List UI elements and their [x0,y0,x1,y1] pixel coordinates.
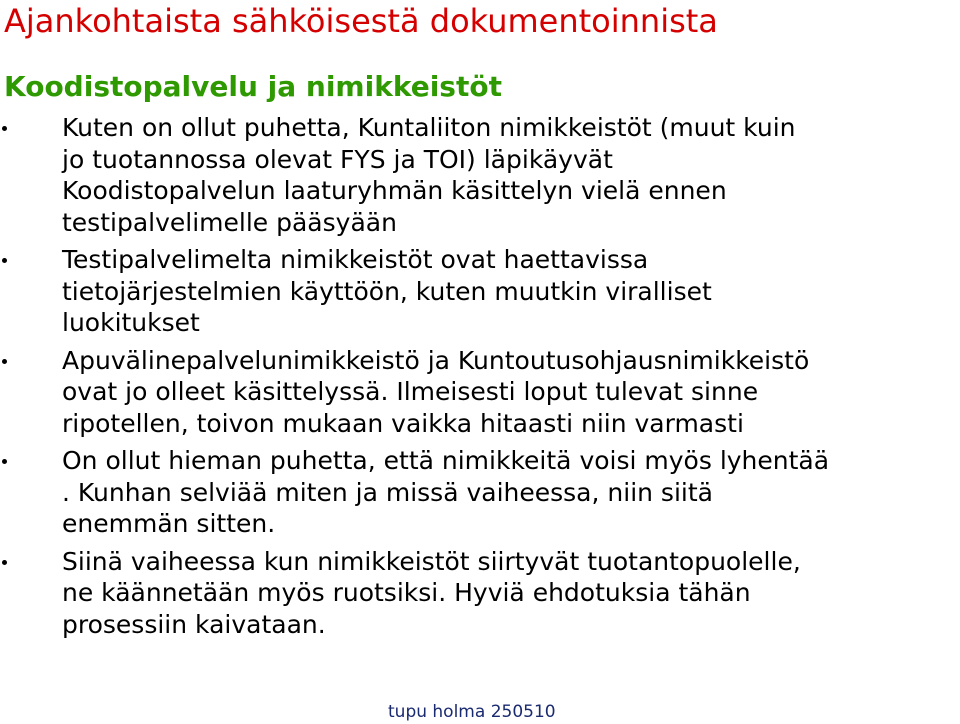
slide-footer: tupu holma 250510 [388,702,556,722]
bullet-text-line: Testipalvelimelta nimikkeistöt ovat haettavissa [62,245,649,274]
bullet-text-line: . Kunhan selviää miten ja missä vaiheessa, niin siitä [62,477,713,507]
bullet-text-line: On ollut hieman puhetta, että nimikkeitä voisi myös lyhentää [62,446,830,475]
bullet-text-line: tietojärjestelmien käyttöön, kuten muutkin viralliset [62,276,712,306]
bullet-text-line: prosessiin kaivataan. [62,609,326,639]
slide-title: Ajankohtaista sähköisestä dokumentoinnista [4,2,718,40]
bullet-item [0,244,958,339]
bullet-text-line: ripotellen, toivon mukaan vaikka hitaasti niin varmasti [62,408,744,438]
bullet-text-line: ne käännetään myös ruotsiksi. Hyviä ehdotuksia tähän [62,578,751,607]
bullet-list [0,112,958,646]
bullet-dot-icon [2,126,7,131]
bullet-text-line: Siinä vaiheessa kun nimikkeistöt siirtyvät tuotantopuolelle, [62,546,801,576]
slide-subtitle: Koodistopalvelu ja nimikkeistöt [4,70,502,103]
bullet-text-line: luokitukset [62,308,200,337]
bullet-item [0,445,958,540]
bullet-dot-icon [2,258,7,263]
bullet-text-line: testipalvelimelle pääsyään [62,207,397,237]
bullet-dot-icon [2,359,7,364]
bullet-text-line: Kuten on ollut puhetta, Kuntaliiton nimikkeistöt (muut kuin [62,113,796,142]
bullet-text-line: jo tuotannossa olevat FYS ja TOI) läpikäyvät [62,144,613,174]
bullet-text-line: Apuvälinepalvelunimikkeistö ja Kuntoutusohjausnimikkeistö [62,345,810,375]
bullet-dot-icon [2,459,7,464]
bullet-text-line: enemmän sitten. [62,509,276,538]
bullet-text-line: Koodistopalvelun laaturyhmän käsittelyn vielä ennen [62,176,727,205]
bullet-text-line: ovat jo olleet käsittelyssä. Ilmeisesti loput tulevat sinne [62,377,759,406]
bullet-dot-icon [2,560,7,565]
bullet-item [0,112,958,238]
bullet-item [0,345,958,440]
bullet-item [0,546,958,641]
